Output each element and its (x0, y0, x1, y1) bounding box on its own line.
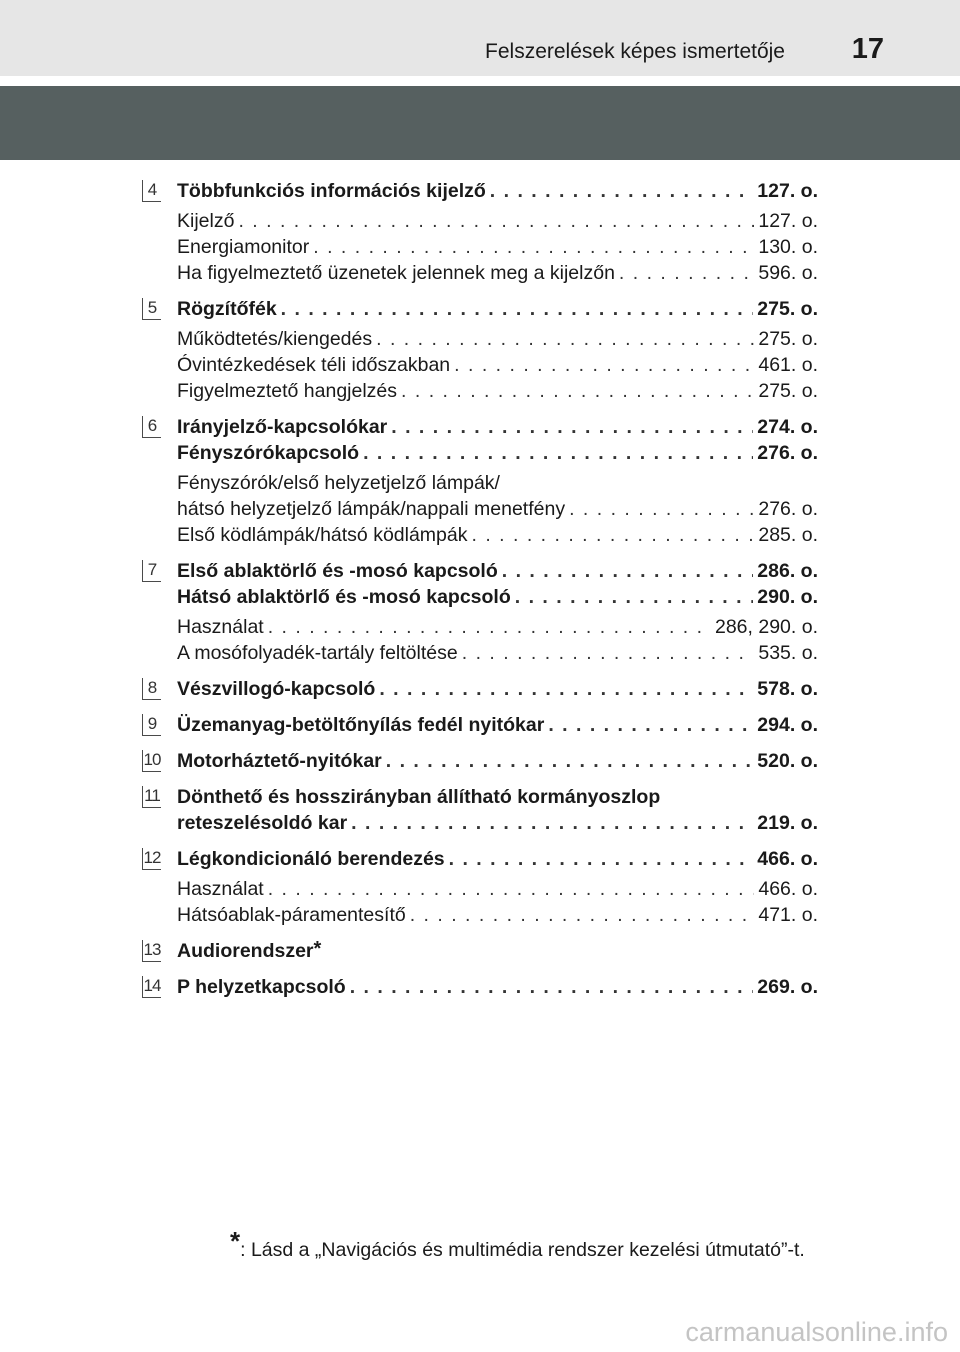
toc-entry-page: 285. o. (758, 524, 818, 546)
toc-entry-page: 269. o. (757, 976, 818, 998)
dot-leader (490, 178, 754, 204)
dot-leader (350, 974, 754, 1000)
item-number-icon: 12 (142, 848, 161, 870)
toc-entry-page: 274. o. (757, 416, 818, 438)
item-number-icon: 8 (142, 678, 161, 700)
toc-entry (177, 748, 818, 774)
toc-entry (177, 676, 818, 702)
item-number-icon: 6 (142, 416, 161, 438)
toc-entry-page: 275. o. (758, 328, 818, 350)
toc-entry (177, 558, 818, 584)
toc-entry (177, 496, 818, 522)
footnote-text: : Lásd a „Navigációs és multimédia rendszer kezelési útmutató”-t. (240, 1239, 805, 1261)
toc-entry-page: 276. o. (757, 442, 818, 464)
dot-leader (472, 522, 755, 548)
item-number-icon: 14 (142, 976, 161, 998)
dot-leader (454, 352, 754, 378)
toc-entry-label: Dönthető és hosszirányban állítható kormányoszlop (177, 786, 661, 808)
dot-leader (386, 748, 754, 774)
toc-section (142, 414, 818, 548)
dot-leader (376, 326, 754, 352)
toc-entry-page: 219. o. (757, 812, 818, 834)
toc-entry-page: 294. o. (757, 714, 818, 736)
toc-entry-label: Audiorendszer (177, 940, 314, 962)
toc-entry (177, 974, 818, 1000)
toc-entry (177, 178, 818, 204)
toc-entry-label: Óvintézkedések téli időszakban (177, 354, 451, 376)
toc-entry-label: Fényszórókapcsoló (177, 442, 360, 464)
toc-section (142, 748, 818, 774)
toc-entry (177, 414, 818, 440)
toc-entry (177, 352, 818, 378)
toc-entry-label: Légkondicionáló berendezés (177, 848, 445, 870)
dot-leader (268, 614, 711, 640)
toc-entry-page: 286. o. (757, 560, 818, 582)
toc-entry-label: Ha figyelmeztető üzenetek jelennek meg a kijelzőn (177, 262, 615, 284)
toc-entry-page: 286, 290. o. (714, 616, 818, 638)
dot-leader (515, 584, 754, 610)
toc-entry-label: Kijelző (177, 210, 235, 232)
dot-leader (449, 846, 754, 872)
toc-entry-page: 276. o. (758, 498, 818, 520)
toc-entry-label: Motorháztető-nyitókar (177, 750, 382, 772)
toc-entry-label: Figyelmeztető hangjelzés (177, 380, 398, 402)
toc-entry-label: Irányjelző-kapcsolókar (177, 416, 388, 438)
dot-leader (363, 440, 753, 466)
toc-entry (177, 810, 818, 836)
toc-entry-page: 130. o. (758, 236, 818, 258)
dot-leader (379, 676, 753, 702)
toc-entry-label: Fényszórók/első helyzetjelző lámpák/ (177, 472, 500, 494)
toc-entry-page: 290. o. (757, 586, 818, 608)
toc-entry-label: Első ködlámpák/hátsó ködlámpák (177, 524, 468, 546)
item-number-icon: 5 (142, 298, 161, 320)
toc-entry-label: Hátsó ablaktörlő és -mosó kapcsoló (177, 586, 511, 608)
toc-entry (177, 640, 818, 666)
toc-entry-label: reteszelésoldó kar (177, 812, 348, 834)
toc-entry (177, 522, 818, 548)
item-number-icon: 4 (142, 180, 161, 202)
toc-entry-page: 127. o. (758, 210, 818, 232)
toc-entry (177, 326, 818, 352)
toc-entry-page: 466. o. (758, 878, 818, 900)
dot-leader (502, 558, 754, 584)
toc-entry (177, 296, 818, 322)
toc-entry-label: Első ablaktörlő és -mosó kapcsoló (177, 560, 498, 582)
toc-section (142, 558, 818, 666)
toc-entry (177, 614, 818, 640)
toc-entry-label: Működtetés/kiengedés (177, 328, 373, 350)
toc-section (142, 178, 818, 286)
toc-section (142, 784, 818, 836)
toc-entry-label: Használat (177, 616, 264, 638)
toc-entry (177, 260, 818, 286)
toc-entry-page: 520. o. (757, 750, 818, 772)
header-band (0, 86, 960, 160)
toc-section (142, 974, 818, 1000)
toc-entry-page: 535. o. (758, 642, 818, 664)
toc-entry-label: Energiamonitor (177, 236, 310, 258)
toc-entry-label: hátsó helyzetjelző lámpák/nappali menetfény (177, 498, 566, 520)
toc-entry-page: 275. o. (757, 298, 818, 320)
footnote (230, 1226, 805, 1263)
toc-entry-page: 578. o. (757, 678, 818, 700)
toc-entry-label: Hátsóablak-páramentesítő (177, 904, 406, 926)
toc-entry-label: Vészvillogó-kapcsoló (177, 678, 376, 700)
toc-entry (177, 902, 818, 928)
item-number-icon: 9 (142, 714, 161, 736)
toc-entry (177, 470, 818, 496)
item-number-icon: 7 (142, 560, 161, 582)
dot-leader (410, 902, 755, 928)
toc-entry (177, 208, 818, 234)
dot-leader (268, 876, 755, 902)
toc-entry-page: 127. o. (757, 180, 818, 202)
toc-entry: Audiorendszer * (177, 938, 322, 962)
toc-entry-label: Használat (177, 878, 264, 900)
dot-leader (313, 234, 754, 260)
toc-entry (177, 784, 818, 810)
page-header-title: Felszerelések képes ismertetője (485, 40, 785, 63)
toc-entry-page: 471. o. (758, 904, 818, 926)
watermark: carmanualsonline.info (685, 1317, 948, 1347)
toc-entry-label: A mosófolyadék-tartály feltöltése (177, 642, 458, 664)
item-number-icon: 10 (142, 750, 161, 772)
toc-entry (177, 378, 818, 404)
toc-entry (177, 234, 818, 260)
toc-section (142, 676, 818, 702)
dot-leader (238, 208, 754, 234)
item-number-icon: 13 (142, 940, 161, 962)
dot-leader (619, 260, 754, 286)
toc-entry (177, 440, 818, 466)
dot-leader (351, 810, 753, 836)
toc-entry-label: Többfunkciós információs kijelző (177, 180, 486, 202)
item-number-icon: 11 (142, 786, 161, 808)
dot-leader (569, 496, 754, 522)
dot-leader (391, 414, 753, 440)
toc-section (142, 846, 818, 928)
dot-leader (281, 296, 754, 322)
toc-entry-page: 461. o. (758, 354, 818, 376)
dot-leader (401, 378, 754, 404)
toc-entry-page: 596. o. (758, 262, 818, 284)
header-top-bar (0, 0, 960, 76)
toc-entry (177, 584, 818, 610)
toc-section (142, 938, 818, 964)
toc-entry-label: Rögzítőfék (177, 298, 277, 320)
toc-section (142, 712, 818, 738)
toc-entry-label: Üzemanyag-betöltőnyílás fedél nyitókar (177, 714, 545, 736)
table-of-contents (142, 178, 818, 1010)
toc-entry-label: P helyzetkapcsoló (177, 976, 346, 998)
page-number: 17 (851, 33, 884, 65)
toc-section (142, 296, 818, 404)
toc-entry (177, 712, 818, 738)
toc-entry (177, 876, 818, 902)
dot-leader (462, 640, 755, 666)
toc-entry-page: 275. o. (758, 380, 818, 402)
toc-entry (177, 846, 818, 872)
footnote-star: * (230, 1226, 241, 1256)
dot-leader (548, 712, 753, 738)
toc-entry-page: 466. o. (757, 848, 818, 870)
